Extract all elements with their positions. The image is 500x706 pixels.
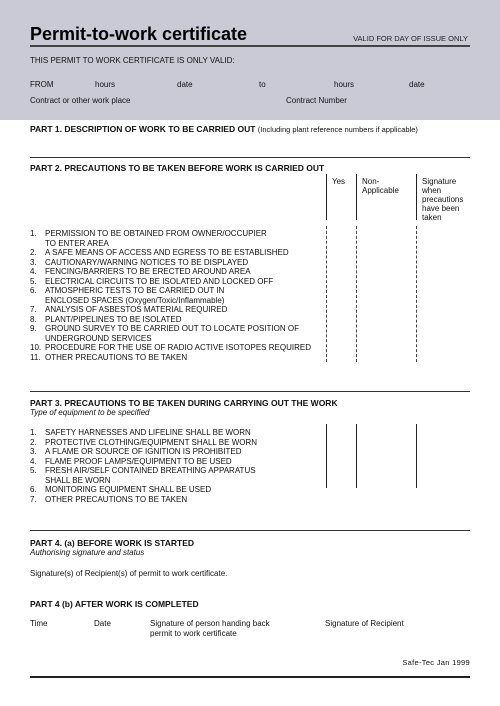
part2-yes-dashline	[326, 226, 327, 362]
validity-note: VALID FOR DAY OF ISSUE ONLY	[353, 34, 468, 43]
list-item: 3. A FLAME OR SOURCE OF IGNITION IS PROHIBITED	[30, 447, 242, 456]
list-item: 4. FLAME PROOF LAMPS/EQUIPMENT TO BE USED	[30, 456, 232, 466]
list-item: 9. GROUND SURVEY TO BE CARRIED OUT TO LOCATE POSITION OF UNDERGROUND SERVICES	[30, 324, 299, 343]
page-title: Permit-to-work certificate	[30, 24, 248, 44]
list-item: 7. ANALYSIS OF ASBESTOS MATERIAL REQUIRED	[30, 305, 228, 314]
footer-tag: Safe-Tec Jan 1999	[402, 658, 470, 667]
list-item: 4. FENCING/BARRIERS TO BE ERECTED AROUND AREA	[30, 267, 251, 276]
col-yes-header: Yes	[332, 177, 346, 186]
part3-sig-line	[416, 424, 417, 488]
part2-precautions-list	[30, 229, 311, 362]
list-item: 7. OTHER PRECAUTIONS TO BE TAKEN	[30, 494, 188, 504]
col-na-header: Non- Applicable	[362, 177, 399, 195]
col-signature-header: Signature when precautions have been taken	[422, 177, 464, 222]
part1-bottom-rule	[30, 157, 470, 158]
part3-subtitle: Type of equipment to be specified	[30, 408, 150, 417]
part3-precautions-list	[30, 428, 257, 504]
contract-number-label: Contract Number	[286, 96, 347, 105]
to-label: to	[259, 80, 266, 89]
part2-bottom-rule	[30, 391, 470, 392]
part2-col-divider	[356, 174, 357, 220]
list-item: 2. A SAFE MEANS OF ACCESS AND EGRESS TO BE ESTABLISHED	[30, 248, 289, 257]
list-item: 5. ELECTRICAL CIRCUITS TO BE ISOLATED AND LOCKED OFF	[30, 276, 274, 286]
list-item: 6. ATMOSPHERIC TESTS TO BE CARRIED OUT IN ENCLOSED SPACES (Oxygen/Toxic/Inflammable)	[30, 286, 225, 305]
list-item: 5. FRESH AIR/SELF CONTAINED BREATHING APPARATUS SHALL BE WORN	[30, 466, 256, 485]
part2-col-divider	[416, 174, 417, 220]
date-label: Date	[94, 619, 111, 628]
part3-bottom-rule	[30, 530, 470, 531]
part2-na-dashline	[356, 226, 357, 362]
part4a-title: PART 4. (a) BEFORE WORK IS STARTED	[30, 538, 195, 548]
to-date-label: date	[409, 80, 425, 89]
part2-col-divider	[326, 174, 327, 220]
from-label: FROM	[30, 80, 54, 89]
list-item: 8. PLANT/PIPELINES TO BE ISOLATED	[30, 314, 182, 324]
recipient-signature-label: Signature(s) of Recipient(s) of permit to work certificate.	[30, 569, 228, 578]
validity-intro: THIS PERMIT TO WORK CERTIFICATE IS ONLY VALID:	[30, 56, 235, 65]
time-label: Time	[30, 619, 48, 628]
list-item: 3. CAUTIONARY/WARNING NOTICES TO BE DISPLAYED	[30, 257, 249, 267]
list-item: 1. SAFETY HARNESSES AND LIFELINE SHALL BE WORN	[30, 428, 251, 437]
list-item: 11. OTHER PRECAUTIONS TO BE TAKEN	[30, 352, 188, 362]
part2-sig-dashline	[416, 226, 417, 362]
header-divider	[30, 45, 470, 47]
list-item: 6. MONITORING EQUIPMENT SHALL BE USED	[30, 485, 212, 494]
contract-place-label: Contract or other work place	[30, 96, 131, 105]
part1-note: (Including plant reference numbers if applicable)	[257, 125, 418, 134]
part4a-subtitle: Authorising signature and status	[30, 548, 145, 557]
part3-title: PART 3. PRECAUTIONS TO BE TAKEN DURING CARRYING OUT THE WORK	[30, 398, 338, 408]
part4b-title: PART 4 (b) AFTER WORK IS COMPLETED	[30, 599, 199, 609]
part3-yes-line	[326, 424, 327, 488]
part3-na-line	[356, 424, 357, 488]
handing-back-signature-label: Signature of person handing back permit to work certificate	[150, 619, 270, 638]
part1-heading	[30, 124, 418, 134]
recipient-signature-label-b: Signature of Recipient	[325, 619, 404, 628]
from-date-label: date	[177, 80, 193, 89]
part2-title: PART 2. PRECAUTIONS TO BE TAKEN BEFORE WORK IS CARRIED OUT	[30, 163, 325, 173]
part1-title: PART 1. DESCRIPTION OF WORK TO BE CARRIED OUT	[30, 124, 256, 134]
list-item: 10. PROCEDURE FOR THE USE OF RADIO ACTIVE ISOTOPES REQUIRED	[30, 343, 311, 352]
list-item: 2. PROTECTIVE CLOTHING/EQUIPMENT SHALL BE WORN	[30, 437, 258, 447]
list-item: 1. PERMISSION TO BE OBTAINED FROM OWNER/OCCUPIER TO ENTER AREA	[30, 229, 267, 248]
footer-rule	[30, 676, 470, 678]
to-hours-label: hours	[334, 80, 355, 89]
from-hours-label: hours	[95, 80, 116, 89]
